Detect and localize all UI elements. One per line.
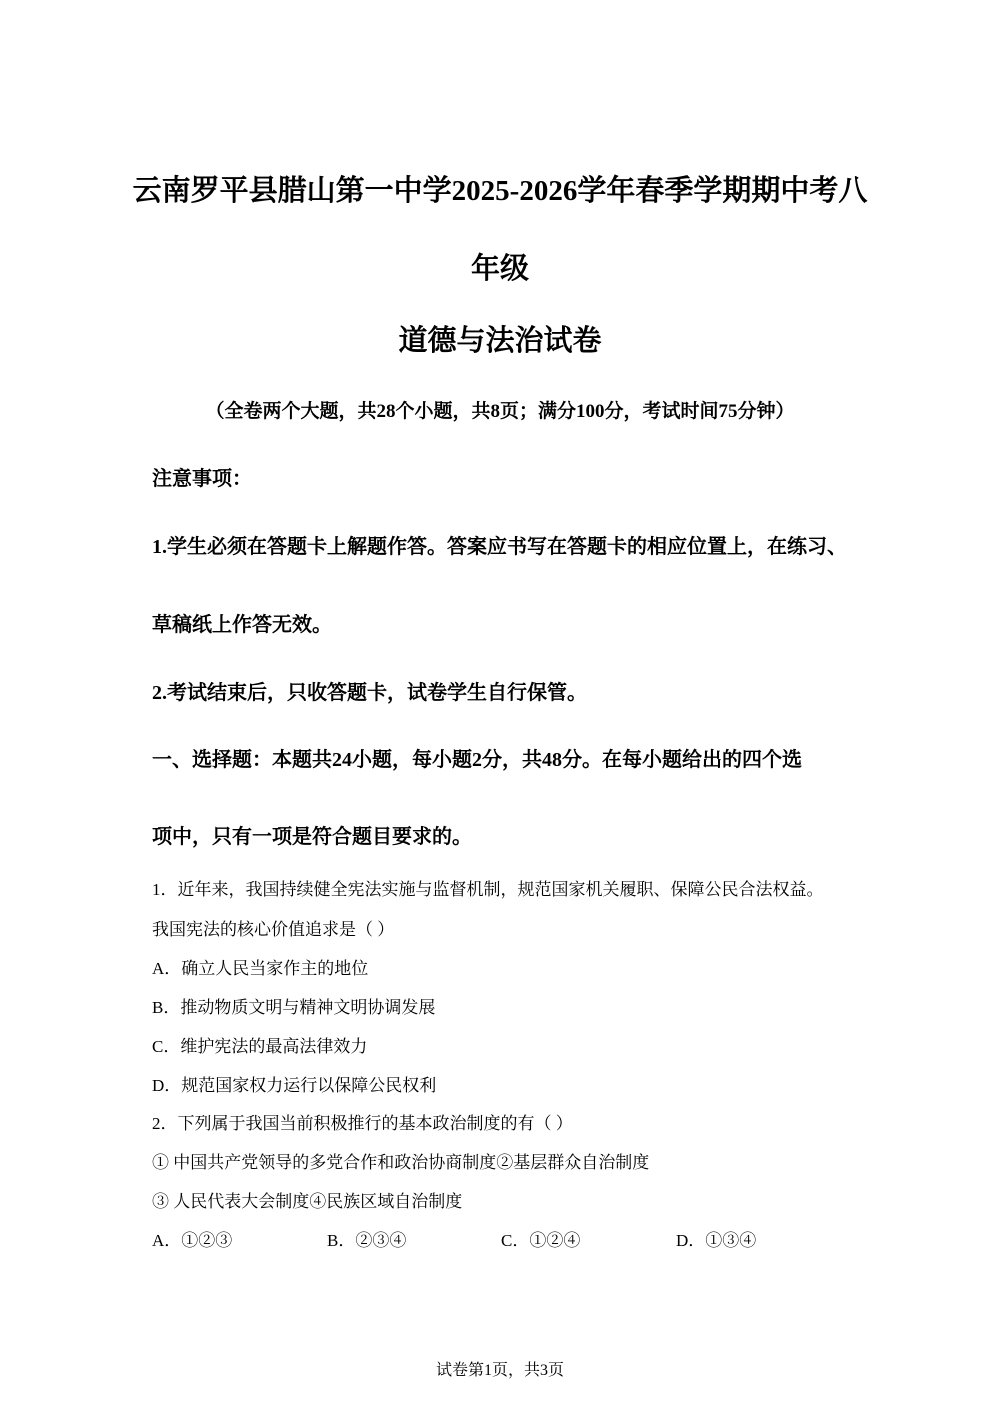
note-item-1-line1: 1.学生必须在答题卡上解题作答。答案应书写在答题卡的相应位置上，在练习、: [152, 536, 847, 558]
page-footer: 试卷第1页，共3页: [435, 1362, 564, 1379]
note-item-1-line2: 草稿纸上作答无效。: [152, 614, 332, 636]
section-heading-line1: 一、选择题：本题共24小题，每小题2分，共48分。在每小题给出的四个选: [152, 749, 802, 771]
note-item-2: 2.考试结束后，只收答题卡，试卷学生自行保管。: [152, 682, 587, 704]
question-2-stem: 2．下列属于我国当前积极推行的基本政治制度的有（ ）: [152, 1114, 573, 1133]
question-2-option-c: C．①②④: [501, 1231, 581, 1250]
page-title-line2: 年级: [470, 253, 529, 285]
question-1-option-b: B．推动物质文明与精神文明协调发展: [152, 998, 436, 1017]
question-1-option-d: D．规范国家权力运行以保障公民权利: [152, 1076, 437, 1095]
question-1-stem-line2: 我国宪法的核心价值追求是（ ）: [152, 920, 395, 939]
question-1-option-c: C．维护宪法的最高法律效力: [152, 1037, 368, 1056]
question-2-option-b: B．②③④: [327, 1231, 407, 1250]
question-2-item-line1: ① 中国共产党领导的多党合作和政治协商制度②基层群众自治制度: [152, 1153, 650, 1172]
exam-info: （全卷两个大题，共28个小题，共8页；满分100分，考试时间75分钟）: [205, 401, 795, 422]
question-2-option-a: A．①②③: [152, 1231, 233, 1250]
subject-title: 道德与法治试卷: [398, 325, 602, 357]
question-2-option-d: D．①③④: [676, 1231, 757, 1250]
question-1-option-a: A．确立人民当家作主的地位: [152, 959, 369, 978]
question-1-stem-line1: 1．近年来，我国持续健全宪法实施与监督机制，规范国家机关履职、保障公民合法权益。: [152, 880, 824, 899]
notes-heading: 注意事项：: [152, 468, 252, 490]
section-heading-line2: 项中，只有一项是符合题目要求的。: [152, 826, 472, 848]
page-title-line1: 云南罗平县腊山第一中学2025-2026学年春季学期期中考八: [132, 175, 868, 207]
question-2-item-line2: ③ 人民代表大会制度④民族区域自治制度: [152, 1192, 463, 1211]
